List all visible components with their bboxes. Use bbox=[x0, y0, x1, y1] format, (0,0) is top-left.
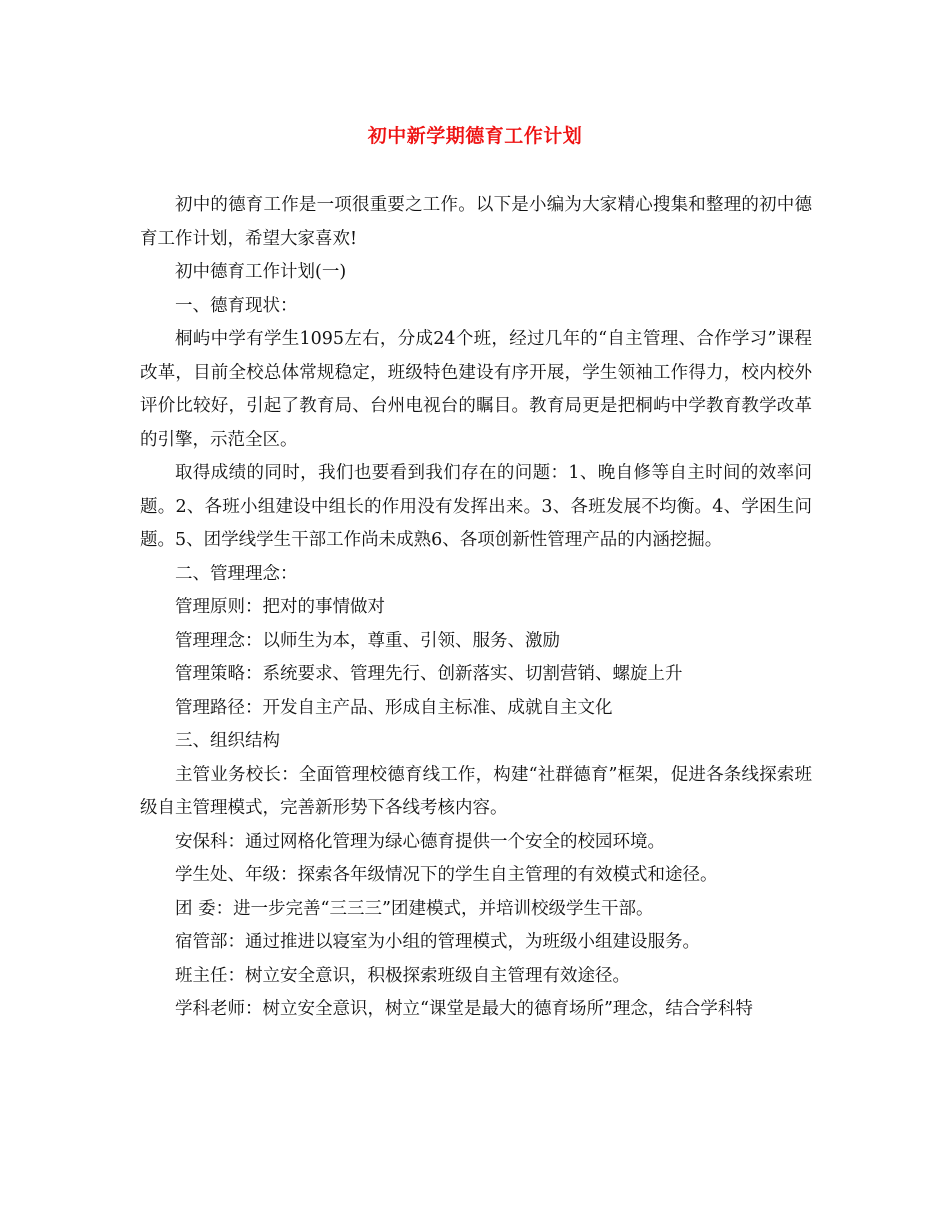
management-path: 管理路径：开发自主产品、形成自主标准、成就自主文化 bbox=[175, 697, 613, 718]
structure-security: 安保科：通过网格化管理为绿心德育提供一个安全的校园环境。 bbox=[175, 831, 665, 852]
section-heading-philosophy: 二、管理理念： bbox=[175, 563, 298, 584]
structure-dormitory: 宿管部：通过推进以寝室为小组的管理模式，为班级小组建设服务。 bbox=[175, 932, 700, 952]
structure-youth-league: 团 委：进一步完善“三三三”团建模式，并培训校级学生干部。 bbox=[175, 898, 654, 919]
section-heading-structure: 三、组织结构 bbox=[175, 731, 280, 751]
intro-paragraph: 初中的德育工作是一项很重要之工作。以下是小编为大家精心搜集和整理的初中德育工作计划，希望大家喜欢! bbox=[140, 195, 812, 249]
management-principle: 管理原则：把对的事情做对 bbox=[175, 597, 385, 617]
section-heading-status: 一、德育现状： bbox=[175, 295, 298, 316]
management-philosophy: 管理理念：以师生为本，尊重、引领、服务、激励 bbox=[175, 630, 560, 651]
structure-principal: 主管业务校长：全面管理校德育线工作，构建“社群德育”框架，促进各条线探索班级自主管理模式，完善新形势下各线考核内容。 bbox=[140, 764, 812, 818]
document-title: 初中新学期德育工作计划 bbox=[367, 125, 583, 147]
management-strategy: 管理策略：系统要求、管理先行、创新落实、切割营销、螺旋上升 bbox=[175, 664, 683, 684]
structure-subject-teacher: 学科老师：树立安全意识，树立“课堂是最大的德育场所”理念，结合学科特 bbox=[175, 999, 753, 1019]
structure-class-teacher: 班主任：树立安全意识，积极探索班级自主管理有效途径。 bbox=[175, 965, 630, 986]
problems-paragraph: 取得成绩的同时，我们也要看到我们存在的问题：1、晚自修等自主时间的效率问题。2、各班小组建设中组长的作用没有发挥出来。3、各班发展不均衡。4、学困生问题。5、团学线学生干部工作尚未成熟6、各项创新性管理产品的内涵挖掘。 bbox=[140, 463, 812, 550]
document-body bbox=[140, 189, 812, 1027]
status-paragraph: 桐屿中学有学生1095左右，分成24个班，经过几年的“自主管理、合作学习”课程改革，目前全校总体常规稳定，班级特色建设有序开展，学生领袖工作得力，校内校外评价比较好，引起了教育局、台州电视台的瞩目。教育局更是把桐屿中学教育教学改革的引擎，示范全区。 bbox=[140, 329, 812, 450]
plan-heading: 初中德育工作计划(一) bbox=[175, 262, 347, 282]
structure-student-office: 学生处、年级：探索各年级情况下的学生自主管理的有效模式和途径。 bbox=[175, 865, 718, 885]
